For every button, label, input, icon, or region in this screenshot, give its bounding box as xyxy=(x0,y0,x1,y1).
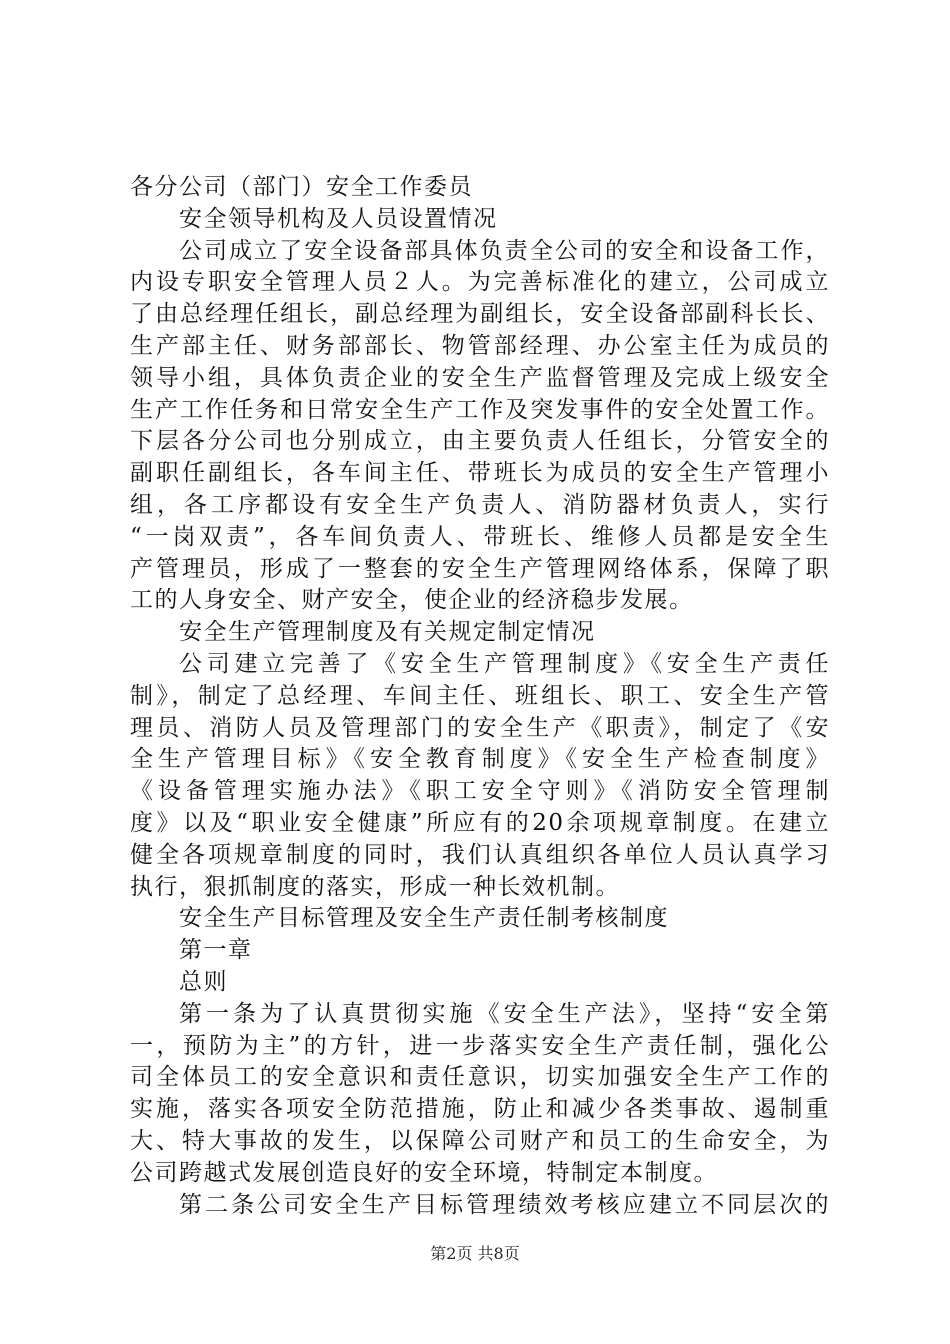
text-line: 大、特大事故的发生，以保障公司财产和员工的生命安全，为 xyxy=(130,1127,830,1154)
text-line: 制》，制定了总经理、车间主任、班组长、职工、安全生产管 xyxy=(130,682,830,709)
text-line: 执行，狠抓制度的落实，形成一种长效机制。 xyxy=(130,873,620,900)
text-line: 各分公司（部门）安全工作委员 xyxy=(130,174,473,200)
page-footer: 第2页 共8页 xyxy=(430,1244,520,1263)
text-line: 领导小组，具体负责企业的安全生产监督管理及完成上级安全 xyxy=(130,364,830,391)
text-line: 第一条为了认真贯彻实施《安全生产法》，坚持“安全第 xyxy=(179,1000,830,1027)
text-line: 司全体员工的安全意识和责任意识，切实加强安全生产工作的 xyxy=(130,1064,830,1091)
text-line: 安全领导机构及人员设置情况 xyxy=(179,205,498,232)
text-line: 公司建立完善了《安全生产管理制度》《安全生产责任 xyxy=(179,650,830,677)
text-line: 《设备管理实施办法》《职工安全守则》《消防安全管理制 xyxy=(130,778,830,805)
text-line: 副职任副组长，各车间主任、带班长为成员的安全生产管理小 xyxy=(130,460,830,487)
text-line: “一岗双责”，各车间负责人、带班长、维修人员都是安全生 xyxy=(130,523,830,550)
text-line: 理员、消防人员及管理部门的安全生产《职责》，制定了《安 xyxy=(130,714,830,741)
text-line: 了由总经理任组长，副总经理为副组长，安全设备部副科长长、 xyxy=(130,301,830,328)
text-line: 全生产管理目标》《安全教育制度》《安全生产检查制度》 xyxy=(130,746,830,773)
text-line: 下层各分公司也分别成立，由主要负责人任组长，分管安全的 xyxy=(130,428,830,455)
text-line: 安全生产目标管理及安全生产责任制考核制度 xyxy=(179,905,669,932)
text-line: 第二条公司安全生产目标管理绩效考核应建立不同层次的 xyxy=(179,1191,830,1218)
text-line: 第一章 xyxy=(179,937,253,964)
text-line: 健全各项规章制度的同时，我们认真组织各单位人员认真学习 xyxy=(130,841,830,868)
text-line: 生产工作任务和日常安全生产工作及突发事件的安全处置工作。 xyxy=(130,396,830,423)
text-line: 一，预防为主”的方针，进一步落实安全生产责任制，强化公 xyxy=(130,1032,830,1059)
document-body xyxy=(130,172,830,1221)
text-line: 生产部主任、财务部部长、物管部经理、办公室主任为成员的 xyxy=(130,332,830,359)
text-line: 度》以及“职业安全健康”所应有的20余项规章制度。在建立 xyxy=(130,809,830,836)
text-line: 公司成立了安全设备部具体负责全公司的安全和设备工作， xyxy=(179,237,830,264)
text-line: 内设专职安全管理人员２人。为完善标准化的建立，公司成立 xyxy=(130,269,830,296)
text-line: 工的人身安全、财产安全，使企业的经济稳步发展。 xyxy=(130,587,694,614)
text-line: 公司跨越式发展创造良好的安全环境，特制定本制度。 xyxy=(130,1159,718,1186)
text-line: 总则 xyxy=(179,968,228,995)
text-line: 安全生产管理制度及有关规定制定情况 xyxy=(179,619,596,646)
text-line: 实施，落实各项安全防范措施，防止和减少各类事故、遏制重 xyxy=(130,1096,830,1123)
text-line: 产管理员，形成了一整套的安全生产管理网络体系，保障了职 xyxy=(130,555,830,582)
text-line: 组，各工序都设有安全生产负责人、消防器材负责人，实行 xyxy=(130,491,830,518)
